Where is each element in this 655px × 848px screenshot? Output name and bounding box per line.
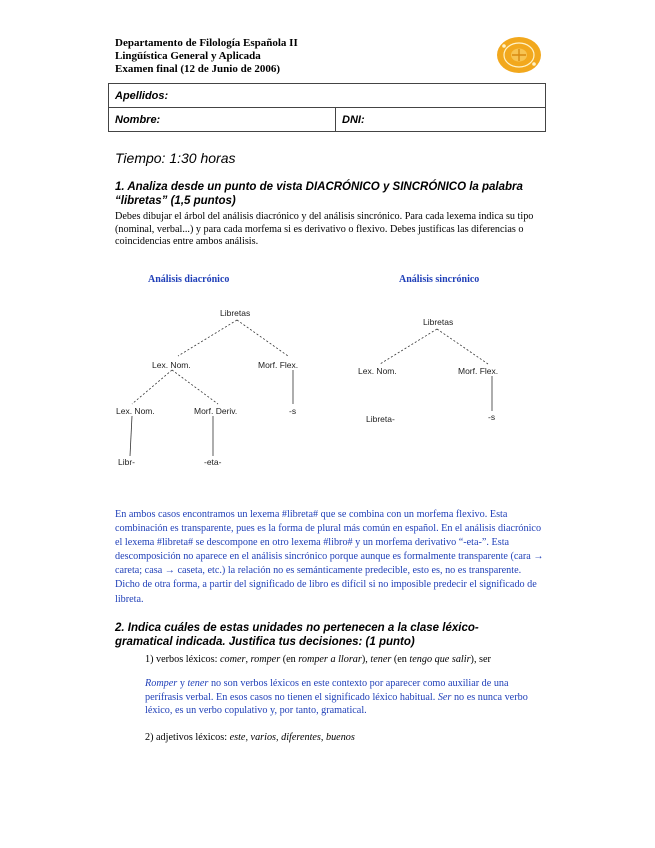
item-1-sep-1: , (245, 654, 251, 665)
header-line-3: Examen final (12 de Junio de 2006) (115, 63, 281, 75)
diacronico-morf-deriv: Morf. Deriv. (194, 406, 238, 416)
university-seal-icon (495, 36, 543, 74)
answer-word-ser: Ser (437, 691, 452, 703)
answer-text-2: no es nunca verbo léxico, es un verbo copulativo y, por tanto, gramatical. (145, 691, 528, 717)
question-1-instructions: Debes dibujar el árbol del análisis diacrónico y del análisis sincrónico. Para cada lexema indica su tipo (nominal, verbal...) y para cada morfema si es derivativo o flexivo. Debes justificas las diferencias o coincidencias entre ambos análisis. (115, 211, 534, 247)
question-1-answer: En ambos casos encontramos un lexema #libreta# que se combina con un morfema flexivo. Esta combinación es transparente, pues es la forma de plural más común en español. En el análisis diacrónico el lexema #libreta# se descompone en otro lexema #libro# y un morfema derivativo “-eta-”. Esta descomposición no aparece en el análisis sincrónico porque aunque es formalmente transparente (cara → careta; casa → caseta, etc.) la relación no es semánticamente predecible, esto es, no es transparente. Dicho de otra forma, a partir del significado de libro es difícil si no imposible predecir el significado de libreta. (115, 509, 544, 605)
question-2-answer-1 (145, 677, 545, 718)
answer-sep-1: y (177, 678, 188, 689)
answer-word-tener: tener (187, 678, 209, 689)
department-header (115, 37, 298, 76)
item-2-prefix: 2) adjetivos léxicos: (145, 732, 230, 743)
nombre-label: Nombre: (115, 113, 161, 126)
header-line-1: Departamento de Filología Española II (115, 37, 298, 49)
item-1-prefix: 1) verbos léxicos: (145, 654, 220, 665)
item-1-word-comer: comer (219, 654, 246, 665)
morphology-trees (110, 296, 530, 476)
dni-field[interactable] (336, 108, 546, 132)
diacronico-lex-nom-2: Lex. Nom. (116, 406, 155, 416)
apellidos-field[interactable] (109, 84, 546, 108)
dni-label: DNI: (342, 113, 365, 126)
diacronico-libr: Libr- (118, 457, 136, 467)
diacronico-eta: -eta- (204, 457, 222, 467)
nombre-field[interactable] (109, 108, 336, 132)
diacronico-morf-flex: Morf. Flex. (258, 360, 299, 370)
sincronico-libreta: Libreta- (366, 414, 395, 424)
apellidos-label: Apellidos: (115, 89, 169, 102)
item-1-phrase-tengo-que-salir: tengo que salir (409, 654, 471, 665)
item-1-phrase-romper-a-llorar: romper a llorar (298, 654, 362, 665)
item-1-sep-5: ), ser (470, 654, 491, 665)
label-analisis-sincronico: Análisis sincrónico (399, 274, 480, 285)
item-1-word-tener: tener (370, 654, 392, 665)
sincronico-root: Libretas (423, 317, 454, 327)
diacronico-root: Libretas (220, 308, 251, 318)
sincronico-lex-nom: Lex. Nom. (358, 366, 397, 376)
student-info-form (108, 83, 546, 132)
question-2-item-2 (145, 731, 545, 744)
item-1-sep-2: (en (280, 654, 299, 665)
question-2-item-1 (145, 653, 545, 666)
item-2-words: este, varios, diferentes, buenos (229, 732, 355, 743)
item-1-sep-4: (en (391, 654, 410, 665)
diacronico-s: -s (289, 406, 297, 416)
answer-text-1: no son verbos léxicos en este contexto por aparecer como auxiliar de una perífrasis verbal. En esos casos no tienen el significado léxico habitual. (145, 678, 509, 703)
item-1-word-romper: romper (250, 654, 281, 665)
question-1-title: 1. Analiza desde un punto de vista DIACRÓNICO y SINCRÓNICO la palabra “libretas” (1,5 puntos) (115, 181, 523, 207)
item-1-sep-3: ), (361, 654, 371, 665)
exam-duration: Tiempo: 1:30 horas (115, 150, 236, 166)
tree-diacronico (130, 320, 293, 456)
diacronico-lex-nom: Lex. Nom. (152, 360, 191, 370)
header-line-2: Lingüística General y Aplicada (115, 50, 261, 62)
sincronico-s: -s (488, 412, 496, 422)
label-analisis-diacronico: Análisis diacrónico (148, 274, 230, 285)
question-2-title: 2. Indica cuáles de estas unidades no pertenecen a la clase léxico-gramatical indicada. Justifica tus decisiones: (1 punto) (115, 622, 479, 648)
sincronico-morf-flex: Morf. Flex. (458, 366, 499, 376)
answer-word-romper: Romper (145, 678, 178, 689)
